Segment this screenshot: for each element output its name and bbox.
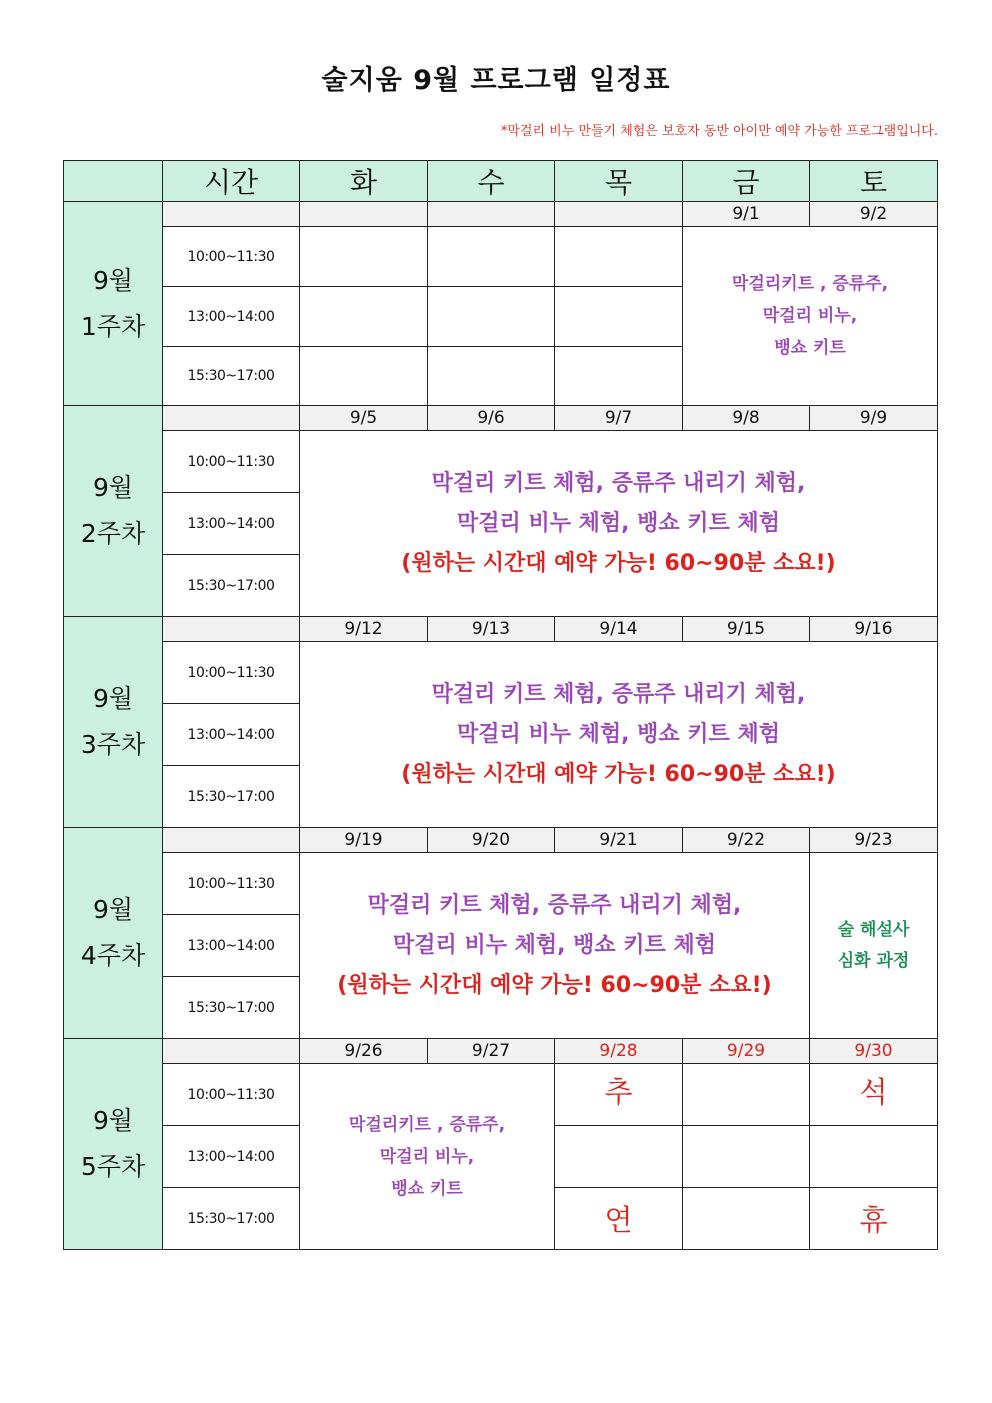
program-line: 막걸리키트 , 증류주, <box>731 274 889 294</box>
week4-date-wed: 9/20 <box>428 828 555 853</box>
week4-week: 4주차 <box>80 941 146 970</box>
time-slot: 15:30~17:00 <box>163 347 300 406</box>
header-day-sat: 토 <box>810 161 938 202</box>
week3-date-thu: 9/14 <box>555 617 683 642</box>
empty-cell <box>428 227 555 287</box>
week1-date-wed <box>428 202 555 227</box>
empty-cell <box>683 1064 810 1126</box>
week3-slot1 <box>64 642 938 704</box>
week2-slot1 <box>64 431 938 493</box>
week2-date-fri: 9/8 <box>683 406 810 431</box>
time-slot: 10:00~11:30 <box>163 853 300 915</box>
week5-week: 5주차 <box>80 1152 146 1181</box>
time-slot: 10:00~11:30 <box>163 642 300 704</box>
week3-week: 3주차 <box>80 730 146 759</box>
empty-cell <box>428 287 555 347</box>
program-line: 막걸리 비누 체험, 뱅쇼 키트 체험 <box>393 932 716 958</box>
time-slot: 13:00~14:00 <box>163 915 300 977</box>
week5-date-thu: 9/28 <box>555 1039 683 1064</box>
week5-date-wed: 9/27 <box>428 1039 555 1064</box>
program-note: (원하는 시간대 예약 가능! 60~90분 소요!) <box>337 972 772 998</box>
time-slot: 15:30~17:00 <box>163 555 300 617</box>
week3-date-row <box>64 617 938 642</box>
program-line: 막걸리 키트 체험, 증류주 내리기 체험, <box>367 892 742 918</box>
week5-date-blank <box>163 1039 300 1064</box>
program-line: 막걸리 비누, <box>762 306 858 326</box>
week2-date-row <box>64 406 938 431</box>
program-line: 뱅쇼 키트 <box>774 338 846 358</box>
week4-slot1 <box>64 853 938 915</box>
week4-program <box>300 853 810 1039</box>
program-line: 막걸리 비누, <box>379 1146 475 1167</box>
empty-cell <box>300 347 428 406</box>
week3-date-sat: 9/16 <box>810 617 938 642</box>
week3-date-tue: 9/12 <box>300 617 428 642</box>
week5-date-fri: 9/29 <box>683 1039 810 1064</box>
holiday-char: 연 <box>555 1188 683 1250</box>
week1-date-fri: 9/1 <box>683 202 810 227</box>
header-corner <box>64 161 163 202</box>
week4-date-tue: 9/19 <box>300 828 428 853</box>
schedule-table <box>63 160 938 1250</box>
program-line: 막걸리 키트 체험, 증류주 내리기 체험, <box>431 681 806 707</box>
program-line: 뱅쇼 키트 <box>391 1178 463 1199</box>
week1-month: 9월 <box>92 265 134 295</box>
week2-label <box>64 406 163 617</box>
week1-date-row <box>64 202 938 227</box>
week1-date-sat: 9/2 <box>810 202 938 227</box>
time-slot: 15:30~17:00 <box>163 1188 300 1250</box>
week3-month: 9월 <box>92 684 134 713</box>
week3-program <box>300 642 938 828</box>
program-note: (원하는 시간대 예약 가능! 60~90분 소요!) <box>401 550 836 576</box>
week2-week: 2주차 <box>80 519 146 548</box>
week1-date-thu <box>555 202 683 227</box>
time-slot: 13:00~14:00 <box>163 493 300 555</box>
week3-label <box>64 617 163 828</box>
time-slot: 10:00~11:30 <box>163 227 300 287</box>
week3-date-blank <box>163 617 300 642</box>
header-day-thu: 목 <box>555 161 683 202</box>
week1-date-blank <box>163 202 300 227</box>
empty-cell <box>300 227 428 287</box>
empty-cell <box>555 1126 683 1188</box>
week1-program <box>683 227 938 406</box>
week4-date-blank <box>163 828 300 853</box>
week5-label <box>64 1039 163 1250</box>
week2-date-blank <box>163 406 300 431</box>
program-line: 심화 과정 <box>837 950 910 971</box>
empty-cell <box>810 1126 938 1188</box>
week4-date-sat: 9/23 <box>810 828 938 853</box>
week5-date-tue: 9/26 <box>300 1039 428 1064</box>
reservation-notice: *막걸리 비누 만들기 체험은 보호자 동반 아이만 예약 가능한 프로그램입니다. <box>500 124 938 139</box>
week4-saturday-program <box>810 853 938 1039</box>
week4-date-row <box>64 828 938 853</box>
program-line: 막걸리 비누 체험, 뱅쇼 키트 체험 <box>457 510 780 536</box>
header-day-tue: 화 <box>300 161 428 202</box>
week5-date-row <box>64 1039 938 1064</box>
program-line: 막걸리키트 , 증류주, <box>348 1114 506 1135</box>
week2-date-tue: 9/5 <box>300 406 428 431</box>
empty-cell <box>300 287 428 347</box>
holiday-char: 휴 <box>810 1188 938 1250</box>
week3-date-wed: 9/13 <box>428 617 555 642</box>
time-slot: 13:00~14:00 <box>163 704 300 766</box>
week1-slot1 <box>64 227 938 287</box>
program-line: 막걸리 비누 체험, 뱅쇼 키트 체험 <box>457 721 780 747</box>
week5-program <box>300 1064 555 1250</box>
week2-month: 9월 <box>92 473 134 502</box>
week2-program <box>300 431 938 617</box>
empty-cell <box>555 287 683 347</box>
week2-date-sat: 9/9 <box>810 406 938 431</box>
holiday-char: 추 <box>555 1064 683 1126</box>
time-slot: 10:00~11:30 <box>163 1064 300 1126</box>
time-slot: 13:00~14:00 <box>163 287 300 347</box>
week2-date-thu: 9/7 <box>555 406 683 431</box>
week5-slot1 <box>64 1064 938 1126</box>
week4-label <box>64 828 163 1039</box>
week1-week: 1주차 <box>80 311 146 341</box>
holiday-char: 석 <box>810 1064 938 1126</box>
week1-date-tue <box>300 202 428 227</box>
page-title: 술지움 9월 프로그램 일정표 <box>321 65 671 96</box>
week3-date-fri: 9/15 <box>683 617 810 642</box>
empty-cell <box>683 1126 810 1188</box>
program-note: (원하는 시간대 예약 가능! 60~90분 소요!) <box>401 761 836 787</box>
week5-month: 9월 <box>92 1106 134 1135</box>
empty-cell <box>683 1188 810 1250</box>
week4-month: 9월 <box>92 895 134 924</box>
header-day-wed: 수 <box>428 161 555 202</box>
header-time: 시간 <box>163 161 300 202</box>
header-day-fri: 금 <box>683 161 810 202</box>
time-slot: 15:30~17:00 <box>163 766 300 828</box>
time-slot: 15:30~17:00 <box>163 977 300 1039</box>
empty-cell <box>428 347 555 406</box>
week4-date-fri: 9/22 <box>683 828 810 853</box>
header-row <box>64 161 938 202</box>
week1-label <box>64 202 163 406</box>
program-line: 막걸리 키트 체험, 증류주 내리기 체험, <box>431 470 806 496</box>
program-line: 술 해설사 <box>837 919 910 940</box>
time-slot: 10:00~11:30 <box>163 431 300 493</box>
week5-date-sat: 9/30 <box>810 1039 938 1064</box>
week4-date-thu: 9/21 <box>555 828 683 853</box>
week2-date-wed: 9/6 <box>428 406 555 431</box>
empty-cell <box>555 227 683 287</box>
empty-cell <box>555 347 683 406</box>
time-slot: 13:00~14:00 <box>163 1126 300 1188</box>
